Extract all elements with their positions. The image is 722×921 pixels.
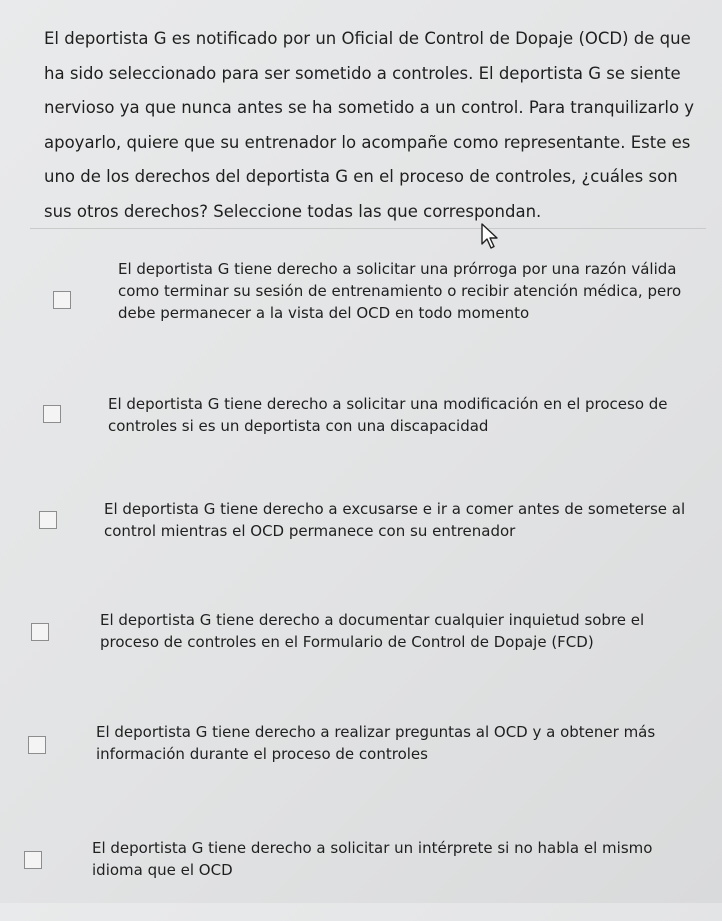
option-4[interactable]	[0, 601, 722, 691]
mouse-pointer-icon	[480, 222, 504, 250]
option-1-label: El deportista G tiene derecho a solicitar una prórroga por una razón válida como terminar su sesión de entrenamiento o recibir atención médica, pero debe permanecer a la vista del OCD en todo momento	[118, 260, 682, 322]
option-5[interactable]	[0, 714, 722, 804]
option-4-checkbox[interactable]	[31, 623, 49, 641]
option-5-checkbox[interactable]	[28, 736, 46, 754]
option-6[interactable]	[0, 831, 722, 921]
option-3-checkbox[interactable]	[39, 511, 57, 529]
option-4-label: El deportista G tiene derecho a documentar cualquier inquietud sobre el proceso de controles en el Formulario de Control de Dopaje (FCD)	[100, 611, 645, 651]
question-text: El deportista G es notificado por un Oficial de Control de Dopaje (OCD) de que ha sido seleccionado para ser sometido a controles. El deportista G se siente nervioso ya que nunca antes se ha sometido a un control. Para tranquilizarlo y apoyarlo, quiere que su entrenador lo acompañe como representante. Este es uno de los derechos del deportista G en el proceso de controles, ¿cuáles son sus otros derechos? Seleccione todas las que correspondan.	[44, 29, 695, 221]
option-3-label: El deportista G tiene derecho a excusarse e ir a comer antes de someterse al control mientras el OCD permanece con su entrenador	[104, 500, 686, 540]
option-3[interactable]	[0, 490, 722, 580]
option-6-label: El deportista G tiene derecho a solicitar un intérprete si no habla el mismo idioma que el OCD	[92, 839, 653, 879]
option-5-label: El deportista G tiene derecho a realizar preguntas al OCD y a obtener más información durante el proceso de controles	[96, 723, 656, 763]
option-2-label: El deportista G tiene derecho a solicitar una modificación en el proceso de controles si es un deportista con una discapacidad	[108, 395, 668, 435]
divider	[30, 228, 706, 229]
option-1-checkbox[interactable]	[53, 291, 71, 309]
option-1[interactable]	[0, 248, 722, 338]
option-6-checkbox[interactable]	[24, 851, 42, 869]
option-2-checkbox[interactable]	[43, 405, 61, 423]
option-2[interactable]	[0, 385, 722, 475]
